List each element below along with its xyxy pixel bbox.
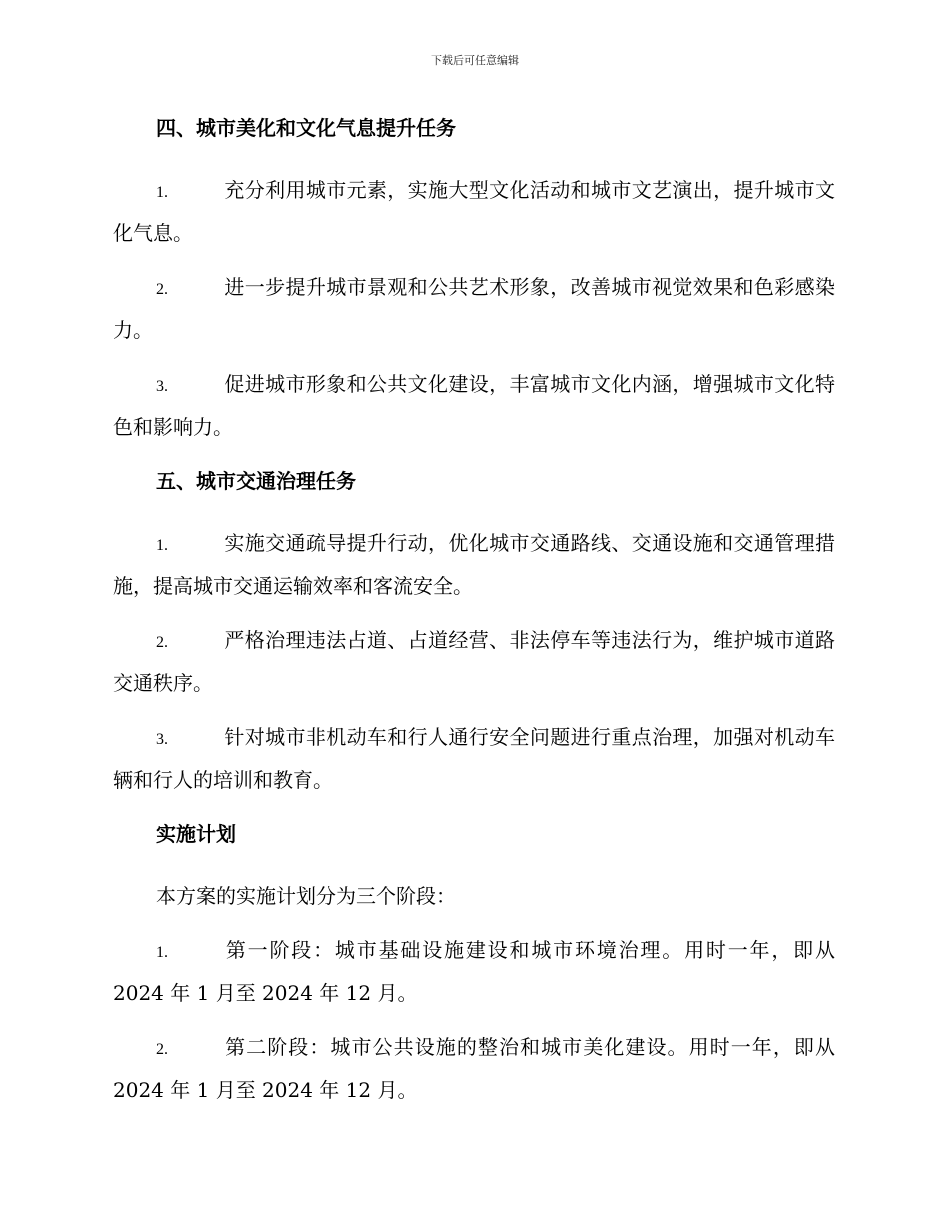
section-heading-implementation-plan: 实施计划 — [156, 822, 236, 846]
list-item-text: 第一阶段：城市基础设施建设和城市环境治理。用时一年，即从 2024 年 1 月至 2024 年 12 月。 — [113, 938, 835, 1005]
list-item — [113, 170, 835, 254]
list-item-number: 1. — [156, 184, 168, 201]
list-item-text: 针对城市非机动车和行人通行安全问题进行重点治理，加强对机动车辆和行人的培训和教育。 — [113, 725, 835, 792]
list-item-text: 促进城市形象和公共文化建设，丰富城市文化内涵，增强城市文化特色和影响力。 — [113, 372, 835, 439]
list-item — [113, 1027, 835, 1111]
list-item — [113, 523, 835, 607]
list-item-number: 2. — [156, 634, 168, 651]
list-item-text: 充分利用城市元素，实施大型文化活动和城市文艺演出，提升城市文化气息。 — [113, 178, 835, 245]
list-item-text: 实施交通疏导提升行动，优化城市交通路线、交通设施和交通管理措施，提高城市交通运输效率和客流安全。 — [113, 531, 835, 598]
list-item-text: 进一步提升城市景观和公共艺术形象，改善城市视觉效果和色彩感染力。 — [113, 275, 835, 342]
section-intro: 本方案的实施计划分为三个阶段： — [156, 884, 456, 908]
page-header: 下载后可任意编辑 — [431, 54, 519, 67]
list-item-number: 1. — [156, 537, 168, 554]
list-item-number: 2. — [156, 1041, 168, 1058]
list-item — [113, 267, 835, 351]
list-item — [113, 620, 835, 704]
list-item-number: 3. — [156, 378, 168, 395]
list-item — [113, 930, 835, 1014]
section-heading-urban-beautification: 四、城市美化和文化气息提升任务 — [156, 116, 456, 140]
list-item — [113, 717, 835, 801]
section-heading-traffic-governance: 五、城市交通治理任务 — [156, 469, 356, 493]
list-item-number: 1. — [156, 944, 168, 961]
list-item — [113, 364, 835, 448]
list-item-number: 3. — [156, 731, 168, 748]
document-body — [113, 108, 835, 1124]
list-item-text: 严格治理违法占道、占道经营、非法停车等违法行为，维护城市道路交通秩序。 — [113, 628, 835, 695]
list-item-text: 第二阶段：城市公共设施的整治和城市美化建设。用时一年，即从 2024 年 1 月至 2024 年 12 月。 — [113, 1035, 835, 1102]
list-item-number: 2. — [156, 281, 168, 298]
